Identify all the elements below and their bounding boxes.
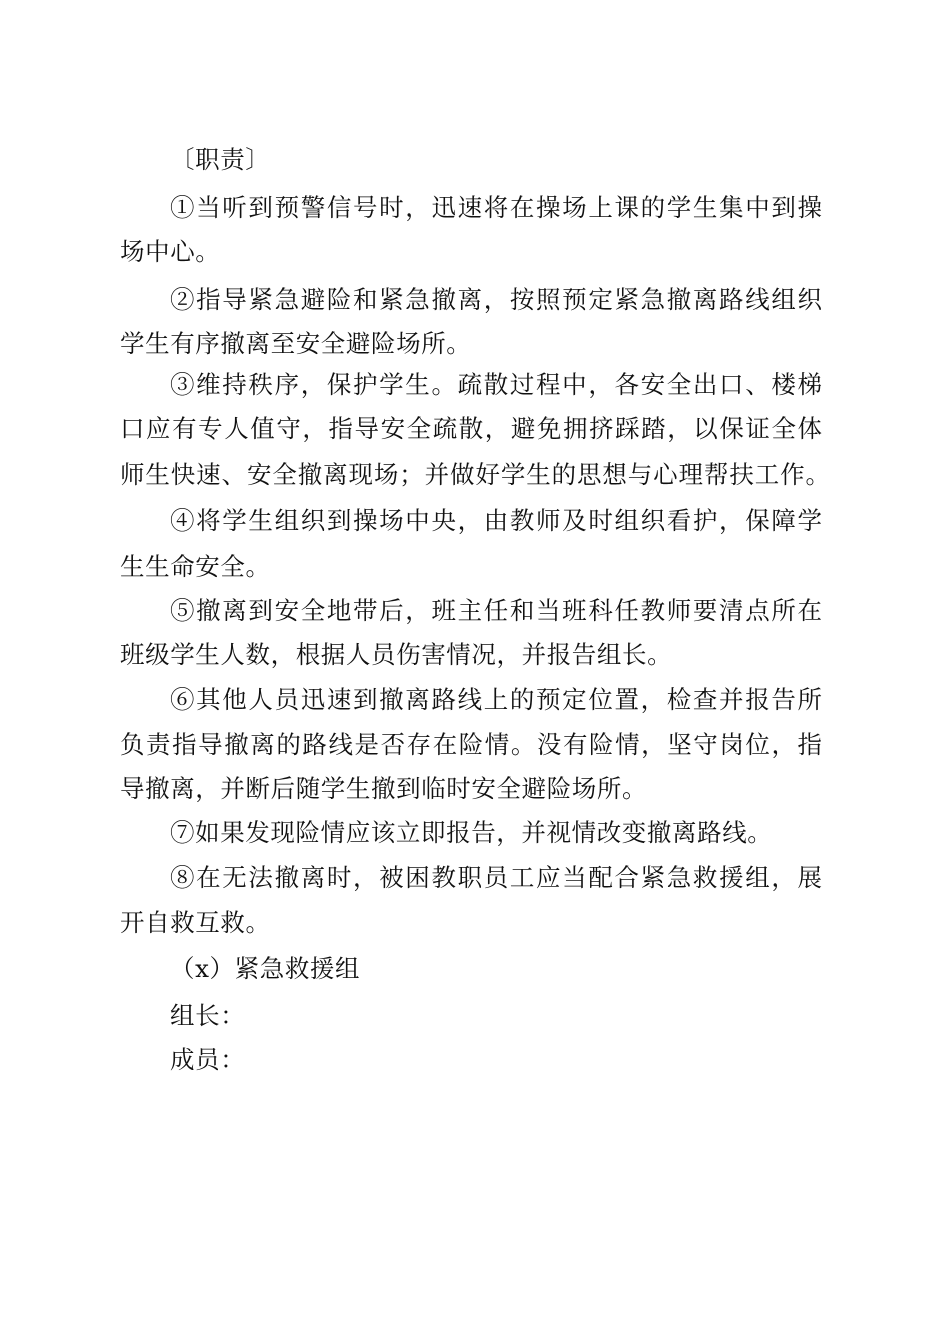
leader-label: 组长： <box>170 1001 246 1030</box>
paragraph-2-line-2: 学生有序撤离至安全避险场所。 <box>120 329 472 358</box>
paragraph-4-line-2: 生生命安全。 <box>120 552 271 581</box>
paragraph-6-line-1: ⑥其他人员迅速到撤离路线上的预定位置，检查并报告所 <box>170 685 822 714</box>
paragraph-8-line-2: 开自救互救。 <box>120 908 271 937</box>
paragraph-4-line-1: ④将学生组织到操场中央，由教师及时组织看护，保障学 <box>170 506 822 535</box>
paragraph-1-line-2: 场中心。 <box>120 237 221 266</box>
paragraph-8-line-1: ⑧在无法撤离时，被困教职员工应当配合紧急救援组，展 <box>170 863 822 892</box>
paragraph-3-line-1: ③维持秩序，保护学生。疏散过程中，各安全出口、楼梯 <box>170 370 822 399</box>
paragraph-3-line-3: 师生快速、安全撤离现场；并做好学生的思想与心理帮扶工作。 <box>120 460 830 489</box>
paragraph-5-line-1: ⑤撤离到安全地带后，班主任和当班科任教师要清点所在 <box>170 596 822 625</box>
paragraph-1-line-1: ①当听到预警信号时，迅速将在操场上课的学生集中到操 <box>170 193 822 222</box>
paragraph-6-line-2: 负责指导撤离的路线是否存在险情。没有险情，坚守岗位，指 <box>120 730 822 759</box>
duties-heading: 〔职责〕 <box>170 145 271 174</box>
paragraph-3-line-2: 口应有专人值守，指导安全疏散，避免拥挤踩踏，以保证全体 <box>120 414 822 443</box>
paragraph-5-line-2: 班级学生人数，根据人员伤害情况，并报告组长。 <box>120 640 673 669</box>
paragraph-7-line-1: ⑦如果发现险情应该立即报告，并视情改变撤离路线。 <box>170 818 773 847</box>
section-title: （x）紧急救援组 <box>170 954 361 983</box>
paragraph-6-line-3: 导撤离，并断后随学生撤到临时安全避险场所。 <box>120 774 648 803</box>
paragraph-2-line-1: ②指导紧急避险和紧急撤离，按照预定紧急撤离路线组织 <box>170 285 822 314</box>
members-label: 成员： <box>170 1045 246 1074</box>
